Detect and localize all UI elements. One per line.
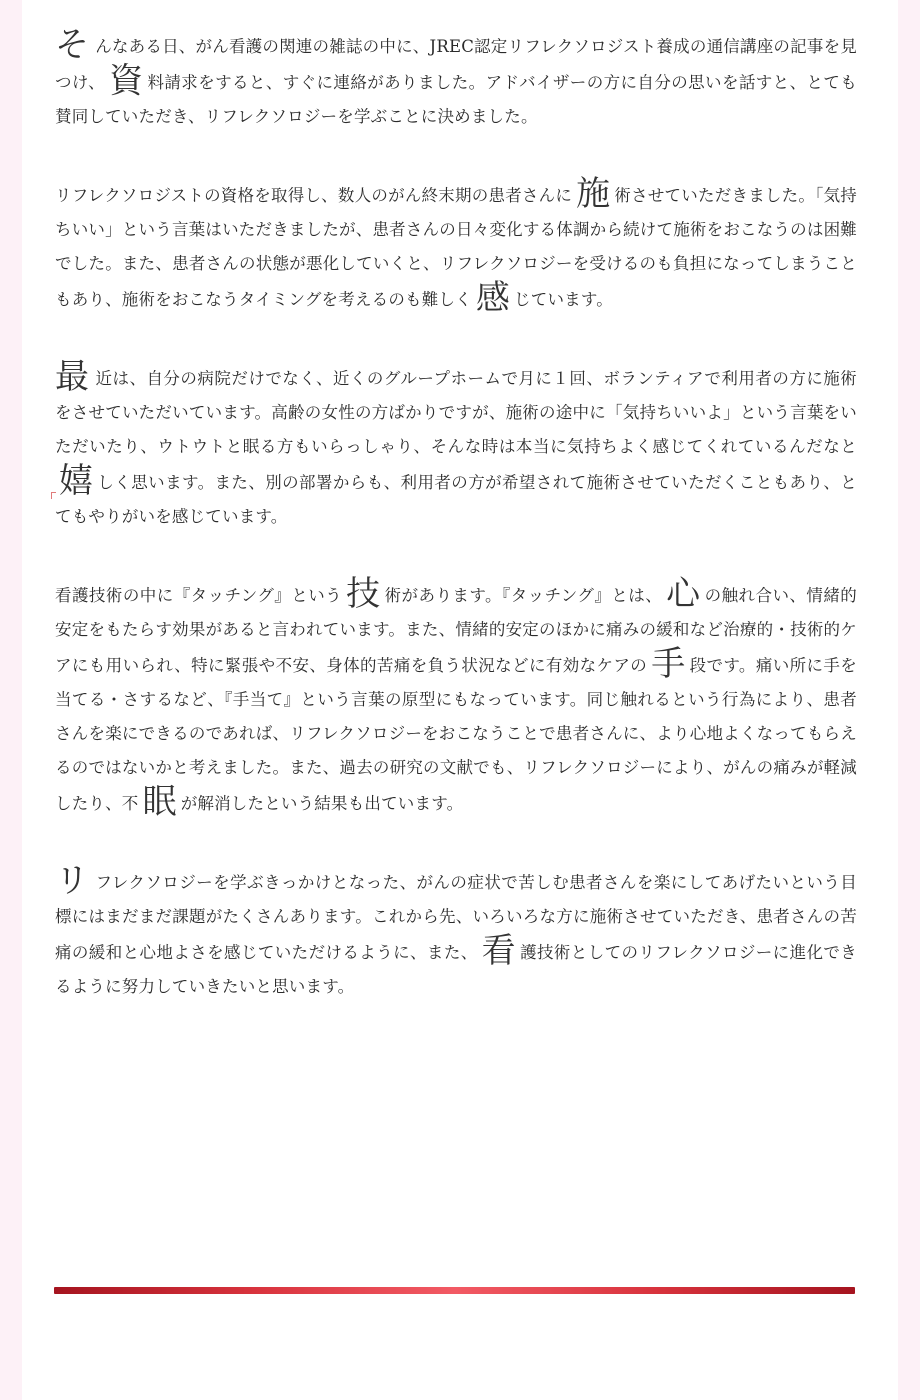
drop-character: 手 [651, 644, 686, 684]
paragraph-text: 術させていただきました。「気持ちいい」という言葉はいただきましたが、患者さんの日々変化する体調から続けて施術をおこなうのは困難でした。また、患者さんの状態が悪化していくと、リフレクソロジーを受けるのも負担になってしまうこともあり、施術をおこなうタイミングを考えるのも難しく [55, 186, 858, 309]
section-divider [54, 1287, 855, 1294]
drop-character: 最 [55, 357, 90, 397]
paragraph-text: じています。 [514, 290, 613, 309]
paragraph-text: が解消したという結果も出ています。 [180, 794, 464, 813]
drop-character: そ [55, 25, 90, 65]
paragraph-text: 看護技術の中に『タッチング』という [55, 586, 343, 605]
paragraph-2 [55, 174, 858, 318]
drop-character: 眠 [142, 782, 177, 822]
paragraph-3 [55, 357, 857, 534]
drop-character: 感 [475, 278, 511, 318]
paragraph-4 [55, 574, 857, 822]
drop-character: 資 [109, 61, 144, 101]
paragraph-5 [55, 861, 857, 1004]
drop-character: リ [55, 861, 90, 901]
paragraph-text: しく思います。また、別の部署からも、利用者の方が希望されて施術させていただくこともあり、とてもやりがいを感じています。 [55, 473, 857, 526]
paragraph-mark-icon [51, 492, 56, 499]
paragraph-text: 術があります。『タッチング』とは、 [384, 586, 663, 605]
paragraph-text: 段です。痛い所に手を当てる・さするなど、『手当て』という言葉の原型にもなっています。同じ触れるという行為により、患者さんを楽にできるのであれば、リフレクソロジーをおこなうことで患者さんに、より心地よくなってもらえるのではないかと考えました。また、過去の研究の文献でも、リフレクソロジーにより、がんの痛みが軽減したり、不 [55, 656, 857, 813]
paragraph-1 [55, 25, 857, 134]
paragraph-text: フレクソロジーを学ぶきっかけとなった、がんの症状で苦しむ患者さんを楽にしてあげたいという目標にはまだまだ課題がたくさんあります。これから先、いろいろな方に施術させていただき、患者さんの苦痛の緩和と心地よさを感じていただけるように、また、 [55, 873, 857, 962]
article-page [22, 0, 898, 1400]
drop-character: 施 [576, 174, 611, 214]
drop-character: 嬉 [59, 461, 94, 501]
paragraph-text: んなある日、がん看護の関連の雑誌の中に、JREC認定リフレクソロジスト養成の通信講座の記事を見つけ、 [55, 37, 857, 92]
drop-character: 技 [346, 574, 381, 614]
paragraph-text: 料請求をすると、すぐに連絡がありました。アドバイザーの方に自分の思いを話すと、とても賛同していただき、リフレクソロジーを学ぶことに決めました。 [55, 73, 857, 126]
paragraph-text: 近は、自分の病院だけでなく、近くのグループホームで月に１回、ボランティアで利用者の方に施術をさせていただいています。高齢の女性の方ばかりですが、施術の途中に「気持ちいいよ」という言葉をいただいたり、ウトウトと眠る方もいらっしゃり、そんな時は本当に気持ちよく感じてくれているんだなと [55, 369, 857, 456]
drop-character: 心 [666, 574, 701, 614]
paragraph-text: の触れ合い、情緒的安定をもたらす効果があると言われています。また、情緒的安定のほかに痛みの緩和など治療的・技術的ケアにも用いられ、特に緊張や不安、身体的苦痛を負う状況などに有効なケアの [55, 586, 857, 675]
paragraph-text: 護技術としてのリフレクソロジーに進化できるように努力していきたいと思います。 [55, 943, 857, 996]
paragraph-text: リフレクソロジストの資格を取得し、数人のがん終末期の患者さんに [55, 186, 573, 205]
drop-character: 看 [481, 931, 516, 971]
